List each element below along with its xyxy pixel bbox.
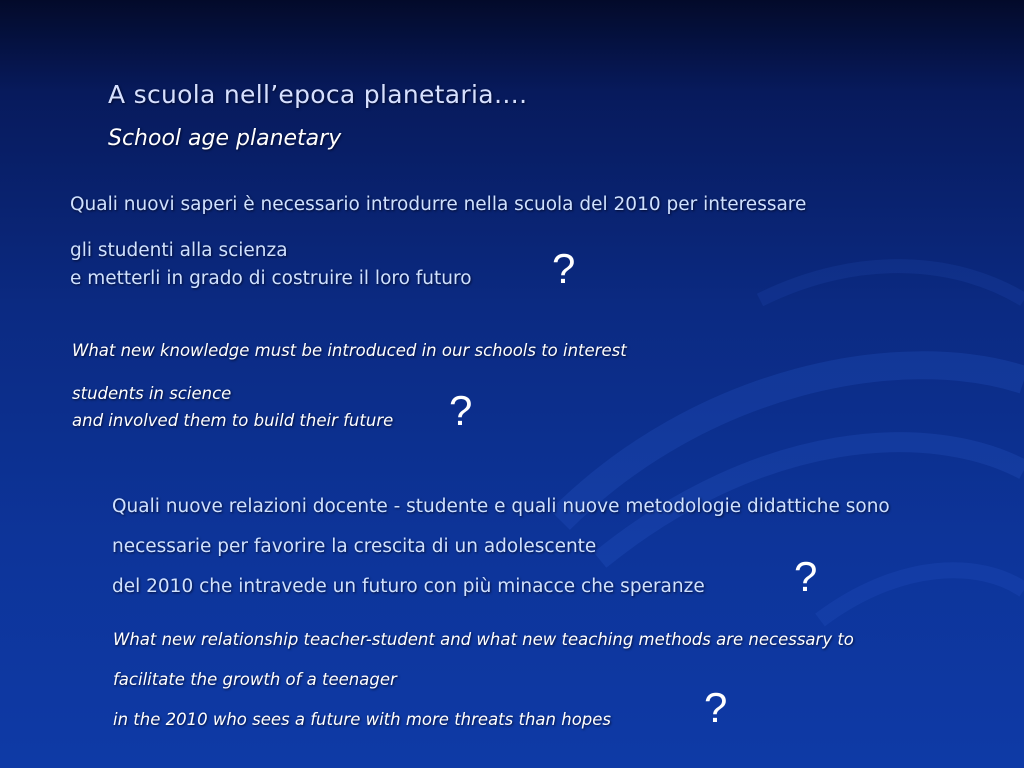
slide-subtitle: School age planetary	[108, 126, 342, 151]
question2-english-line2: facilitate the growth of a teenager	[113, 670, 397, 689]
question1-italian-line1: Quali nuovi saperi è necessario introdurre nella scuola del 2010 per interessare	[70, 194, 807, 215]
question2-english-line1: What new relationship teacher-student and what new teaching methods are necessary to	[113, 630, 854, 649]
slide-title: A scuola nell’epoca planetaria….	[108, 80, 528, 109]
question2-english-line3: in the 2010 who sees a future with more threats than hopes	[113, 710, 612, 729]
question1-italian-line2: gli studenti alla scienza	[70, 240, 288, 261]
question2-italian-line3: del 2010 che intravede un futuro con più minacce che speranze	[112, 576, 705, 597]
question1-italian-question-mark: ?	[552, 245, 576, 292]
question1-english-line2: students in science	[72, 384, 232, 403]
question1-italian-line3: e metterli in grado di costruire il loro futuro	[70, 268, 472, 289]
question2-italian-line1: Quali nuove relazioni docente - studente e quali nuove metodologie didattiche sono	[112, 496, 890, 517]
question2-italian-line2: necessarie per favorire la crescita di un adolescente	[112, 536, 597, 557]
question2-italian-question-mark: ?	[794, 553, 818, 600]
question1-english-line1: What new knowledge must be introduced in our schools to interest	[72, 341, 627, 360]
question1-english-question-mark: ?	[449, 387, 473, 434]
question1-english-line3: and involved them to build their future	[72, 411, 394, 430]
question2-english-question-mark: ?	[704, 684, 728, 731]
